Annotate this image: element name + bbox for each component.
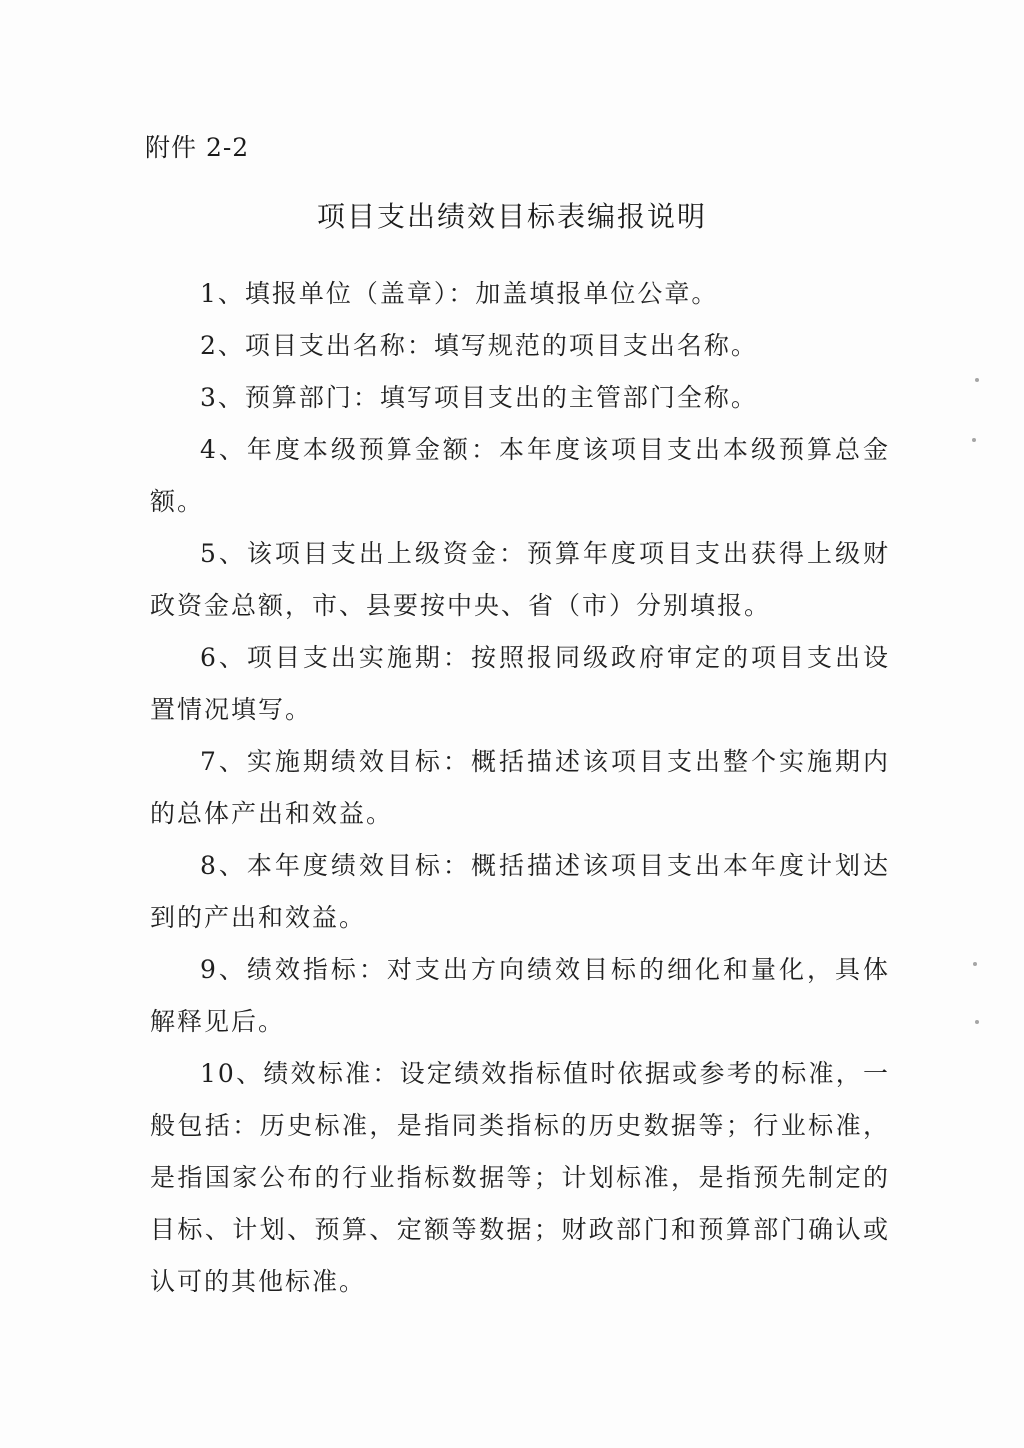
paragraph-10: 10、绩效标准：设定绩效指标值时依据或参考的标准，一般包括：历史标准，是指同类指标的历史数据等；行业标准，是指国家公布的行业指标数据等；计划标准，是指预先制定的目标、计划、预算、定额等数据；财政部门和预算部门确认或认可的其他标准。 [150, 1059, 890, 1296]
paragraph-7: 7、实施期绩效目标：概括描述该项目支出整个实施期内的总体产出和效益。 [150, 747, 890, 828]
paragraph-9: 9、绩效指标：对支出方向绩效目标的细化和量化，具体解释见后。 [150, 955, 890, 1036]
document-title: 项目支出绩效目标表编报说明 [316, 200, 707, 233]
scan-speck [975, 378, 979, 382]
scan-speck [973, 962, 977, 966]
document-body [150, 268, 890, 1308]
paragraph-5: 5、该项目支出上级资金：预算年度项目支出获得上级财政资金总额，市、县要按中央、省（市）分别填报。 [150, 539, 890, 620]
scan-speck [972, 438, 976, 442]
scan-speck [975, 1020, 979, 1024]
paragraph-1: 1、填报单位（盖章）：加盖填报单位公章。 [200, 279, 719, 308]
paragraph-3: 3、预算部门：填写项目支出的主管部门全称。 [200, 383, 758, 412]
paragraph-6: 6、项目支出实施期：按照报同级政府审定的项目支出设置情况填写。 [150, 643, 890, 724]
attachment-label: 附件 2-2 [145, 133, 250, 162]
paragraph-2: 2、项目支出名称：填写规范的项目支出名称。 [200, 331, 758, 360]
paragraph-4: 4、年度本级预算金额：本年度该项目支出本级预算总金额。 [150, 435, 890, 516]
paragraph-8: 8、本年度绩效目标：概括描述该项目支出本年度计划达到的产出和效益。 [150, 851, 890, 932]
